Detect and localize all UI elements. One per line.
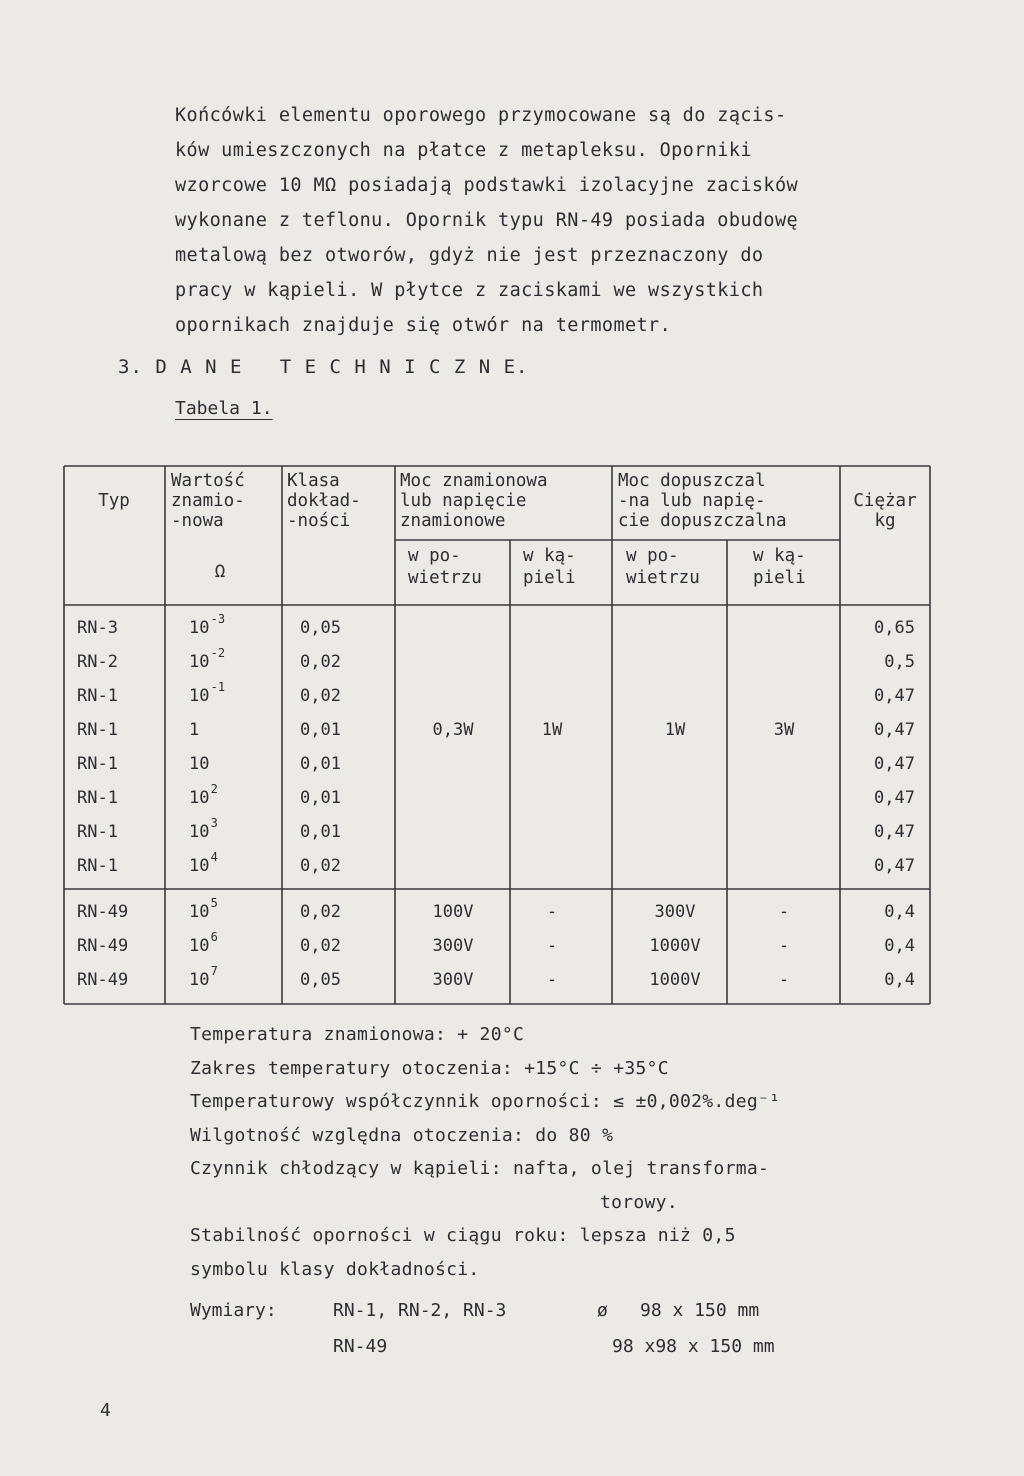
- cell-typ: RN-1: [77, 754, 118, 774]
- cell-typ: RN-1: [77, 788, 118, 808]
- cell-klasa: 0,02: [300, 936, 341, 956]
- cell-ciezar: 0,47: [874, 720, 915, 740]
- dimensions-label: Wymiary:: [190, 1300, 277, 1321]
- paragraph-line: metalową bez otworów, gdyż nie jest przeznaczony do: [175, 245, 764, 266]
- cell-dop-powietrze: 1000V: [649, 936, 701, 956]
- header-dop-w-kapieli: pieli: [753, 568, 806, 588]
- header-dop-w-powietrzu: wietrzu: [626, 568, 700, 588]
- cell-typ: RN-1: [77, 686, 118, 706]
- cell-ciezar: 0,47: [874, 822, 915, 842]
- cell-wartosc-exponent: 2: [210, 782, 218, 796]
- dimensions-value-1: 98 x 150 mm: [640, 1300, 760, 1321]
- cell-wartosc: 10: [189, 902, 210, 922]
- cell-wartosc: 10: [189, 936, 210, 956]
- header-moc-znamionowa: lub napięcie: [400, 491, 527, 511]
- cell-moc-powietrze: 300V: [432, 936, 474, 956]
- paragraph-line: Końcówki elementu oporowego przymocowane są do zącis-: [175, 105, 787, 126]
- cell-moc-kapiel: -: [546, 936, 558, 956]
- cell-typ: RN-1: [77, 720, 118, 740]
- cell-ciezar: 0,47: [874, 754, 915, 774]
- cell-wartosc: 10: [189, 754, 210, 774]
- page-number: 4: [100, 1400, 111, 1421]
- table-text: [77, 471, 917, 990]
- header-moc-znamionowa: znamionowe: [400, 511, 506, 531]
- dimensions-types-2: RN-49: [333, 1336, 388, 1357]
- header-moc-dopuszczalna: -na lub napię-: [618, 491, 766, 511]
- cell-ciezar: 0,4: [884, 902, 915, 922]
- cell-dop-powietrze: 1000V: [649, 970, 701, 990]
- cell-wartosc: 10: [189, 822, 210, 842]
- cell-moc-kapiel: 1W: [541, 720, 563, 740]
- header-moc-w-powietrzu: w po-: [408, 546, 461, 566]
- cell-moc-kapiel: -: [546, 970, 558, 990]
- cell-ciezar: 0,4: [884, 970, 915, 990]
- cell-wartosc: 10: [189, 970, 210, 990]
- cell-wartosc: 10: [189, 652, 210, 672]
- cell-klasa: 0,02: [300, 686, 341, 706]
- cell-wartosc-exponent: -3: [210, 612, 226, 626]
- table-label: Tabela 1.: [175, 398, 273, 419]
- cell-dop-powietrze: 300V: [654, 902, 696, 922]
- cell-ciezar: 0,47: [874, 856, 915, 876]
- cell-klasa: 0,01: [300, 822, 341, 842]
- cell-typ: RN-49: [77, 970, 129, 990]
- header-moc-dopuszczalna: cie dopuszczalna: [618, 511, 787, 531]
- spec-rated-temperature: Temperatura znamionowa: + 20°C: [190, 1024, 525, 1045]
- cell-wartosc: 10: [189, 856, 210, 876]
- cell-wartosc-exponent: 7: [210, 964, 218, 978]
- cell-klasa: 0,05: [300, 970, 341, 990]
- header-moc-w-kapieli: pieli: [523, 568, 576, 588]
- header-wartosc-unit: Ω: [214, 562, 226, 582]
- cell-wartosc-exponent: 5: [210, 896, 218, 910]
- cell-typ: RN-2: [77, 652, 118, 672]
- cell-wartosc-exponent: -1: [210, 680, 226, 694]
- specifications: [190, 1018, 950, 1286]
- header-dop-w-powietrzu: w po-: [626, 546, 679, 566]
- cell-ciezar: 0,5: [884, 652, 915, 672]
- cell-dop-kapiel: -: [778, 970, 790, 990]
- spec-relative-humidity: Wilgotność względna otoczenia: do 80 %: [190, 1124, 614, 1146]
- cell-klasa: 0,02: [300, 902, 341, 922]
- header-moc-w-kapieli: w ką-: [523, 546, 576, 566]
- diameter-symbol: ø: [597, 1300, 608, 1321]
- spec-stability-continued: symbolu klasy dokładności.: [190, 1258, 480, 1280]
- paragraph-line: wykonane z teflonu. Opornik typu RN-49 posiada obudowę: [175, 210, 799, 231]
- cell-ciezar: 0,65: [874, 618, 915, 638]
- cell-klasa: 0,01: [300, 788, 341, 808]
- cell-dop-kapiel: -: [778, 902, 790, 922]
- cell-typ: RN-49: [77, 936, 129, 956]
- header-klasa: dokład-: [287, 491, 361, 511]
- cell-klasa: 0,01: [300, 720, 341, 740]
- cell-ciezar: 0,47: [874, 686, 915, 706]
- cell-wartosc: 10: [189, 618, 210, 638]
- cell-moc-powietrze: 300V: [432, 970, 474, 990]
- paragraph-line: pracy w kąpieli. W płytce z zaciskami we wszystkich: [175, 280, 764, 301]
- spec-cooling-medium: Czynnik chłodzący w kąpieli: nafta, olej transforma-: [190, 1158, 770, 1179]
- cell-wartosc-exponent: 3: [210, 816, 218, 830]
- cell-klasa: 0,05: [300, 618, 341, 638]
- header-moc-dopuszczalna: Moc dopuszczal: [618, 471, 766, 491]
- cell-typ: RN-3: [77, 618, 118, 638]
- cell-dop-powietrze: 1W: [664, 720, 686, 740]
- cell-typ: RN-49: [77, 902, 129, 922]
- cell-typ: RN-1: [77, 822, 118, 842]
- cell-klasa: 0,02: [300, 856, 341, 876]
- cell-klasa: 0,02: [300, 652, 341, 672]
- header-wartosc: -nowa: [171, 511, 224, 531]
- cell-typ: RN-1: [77, 856, 118, 876]
- cell-wartosc: 10: [189, 788, 210, 808]
- cell-ciezar: 0,47: [874, 788, 915, 808]
- cell-moc-kapiel: -: [546, 902, 558, 922]
- cell-wartosc-exponent: 4: [210, 850, 218, 864]
- cell-dop-kapiel: 3W: [773, 720, 795, 740]
- header-ciezar: kg: [874, 511, 896, 531]
- cell-wartosc-exponent: -2: [210, 646, 226, 660]
- cell-wartosc-exponent: 6: [210, 930, 218, 944]
- paragraph-line: wzorcowe 10 MΩ posiadają podstawki izolacyjne zacisków: [175, 175, 799, 196]
- header-wartosc: Wartość: [171, 471, 245, 491]
- header-wartosc: znamio-: [171, 491, 245, 511]
- header-klasa: -ności: [287, 511, 351, 531]
- header-moc-znamionowa: Moc znamionowa: [400, 471, 548, 491]
- spec-temperature-coefficient: Temperaturowy współczynnik oporności: ≤ ±0,002%.deg⁻¹: [190, 1091, 781, 1112]
- dimensions-types-1: RN-1, RN-2, RN-3: [333, 1300, 507, 1321]
- cell-klasa: 0,01: [300, 754, 341, 774]
- header-typ: Typ: [98, 491, 130, 511]
- section-heading: 3. D A N E T E C H N I C Z N E.: [118, 356, 529, 378]
- cell-wartosc: 10: [189, 686, 210, 706]
- spec-cooling-medium-continued: torowy.: [600, 1191, 678, 1213]
- cell-moc-powietrze: 100V: [432, 902, 474, 922]
- header-moc-w-powietrzu: wietrzu: [408, 568, 482, 588]
- header-dop-w-kapieli: w ką-: [753, 546, 806, 566]
- cell-dop-kapiel: -: [778, 936, 790, 956]
- dimensions-value-2: 98 x98 x 150 mm: [612, 1336, 775, 1357]
- header-ciezar: Ciężar: [853, 491, 917, 511]
- cell-moc-powietrze: 0,3W: [432, 720, 474, 740]
- paragraph-line: opornikach znajduje się otwór na termometr.: [175, 315, 672, 336]
- cell-ciezar: 0,4: [884, 936, 915, 956]
- spec-ambient-temperature-range: Zakres temperatury otoczenia: +15°C ÷ +35°C: [190, 1057, 669, 1079]
- paragraph-line: ków umieszczonych na płatce z metapleksu. Oporniki: [175, 140, 752, 161]
- cell-wartosc: 1: [189, 720, 200, 740]
- spec-stability: Stabilność oporności w ciągu roku: lepsza niż 0,5: [190, 1225, 736, 1246]
- header-klasa: Klasa: [287, 471, 340, 491]
